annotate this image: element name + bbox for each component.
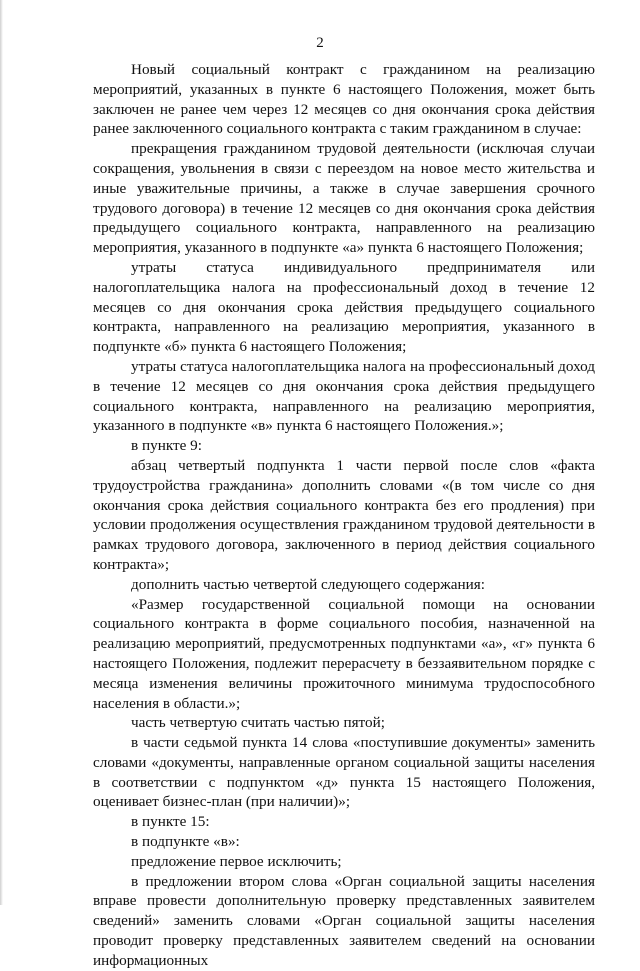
- paragraph: в пункте 15:: [131, 813, 210, 831]
- paragraph: дополнить частью четвертой следующего содержания:: [131, 575, 485, 593]
- paragraph: часть четвертую считать частью пятой;: [131, 714, 385, 732]
- document-body: [93, 60, 595, 971]
- paragraph: Новый социальный контракт с гражданином на реализацию мероприятий, указанных в пункте 6 настоящего Положения, может быть заключен не ранее чем через 12 месяцев со дня окончания срока действия ранее заключенного социального контракта с таким гражданином в случае:: [93, 61, 595, 138]
- paragraph: в части седьмой пункта 14 слова «поступившие документы» заменить словами «документы, направленные органом социальной защиты населения в соответствии с подпунктом «д» пункта 15 настоящего Положения, оценивает бизнес-план (при наличии)»;: [93, 734, 595, 811]
- paragraph: в предложении втором слова «Орган социальной защиты населения вправе провести дополнительную проверку представленных заявителем сведений» заменить словами «Орган социальной защиты населения проводит проверку представленных заявителем сведений на основании информационных: [93, 872, 595, 969]
- paragraph: «Размер государственной социальной помощи на основании социального контракта в форме социального пособия, назначенной на реализацию мероприятий, предусмотренных подпунктами «а», «г» пункта 6 настоящего Положения, подлежит перерасчету в беззаявительном порядке с месяца изменения величины прожиточного минимума трудоспособного населения в области.»;: [93, 595, 595, 712]
- paragraph: в пункте 9:: [131, 437, 202, 455]
- paragraph: прекращения гражданином трудовой деятельности (исключая случаи сокращения, увольнения в связи с переездом на новое место жительства и иные уважительные причины, а также в случае завершения срочного трудового договора) в течение 12 месяцев со дня окончания срока действия предыдущего социального контракта, направленного на реализацию мероприятия, указанного в подпункте «а» пункта 6 настоящего Положения;: [93, 140, 595, 257]
- paragraph: утраты статуса налогоплательщика налога на профессиональный доход в течение 12 месяцев со дня окончания срока действия предыдущего социального контракта, направленного на реализацию мероприятия, указанного в подпункте «в» пункта 6 настоящего Положения.»;: [93, 357, 595, 435]
- paragraph: предложение первое исключить;: [131, 852, 342, 870]
- paragraph: утраты статуса индивидуального предпринимателя или налогоплательщика налога на профессиональный доход в течение 12 месяцев со дня окончания срока действия предыдущего социального контракта, направленного на реализацию мероприятия, указанного в подпункте «б» пункта 6 настоящего Положения;: [93, 258, 595, 356]
- page-edge-shadow: [0, 0, 3, 905]
- paragraph: абзац четвертый подпункта 1 части первой после слов «факта трудоустройства гражданина» дополнить словами «(в том числе со дня окончания срока действия социального контракта без его продления) при условии продолжения осуществления гражданином трудовой деятельности в рамках трудового договора, заключенного в период действия социального контракта»;: [93, 456, 595, 573]
- paragraph: в подпункте «в»:: [131, 833, 240, 851]
- page-number: 2: [316, 35, 324, 51]
